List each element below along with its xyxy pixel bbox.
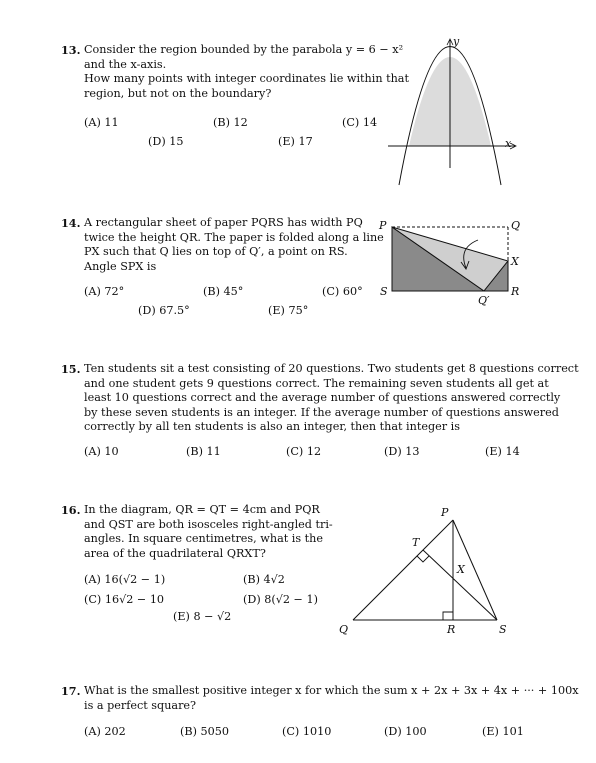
option-c[interactable]: (C) 12 <box>286 445 322 458</box>
question-line: and one student gets 9 questions correct. The remaining seven students all get at <box>84 376 549 390</box>
option-d[interactable]: (D) 8(√2 − 1) <box>243 593 318 606</box>
option-b[interactable]: (B) 5050 <box>180 725 229 738</box>
question-line: and the x-axis. <box>84 57 167 71</box>
option-d[interactable]: (D) 15 <box>148 135 184 148</box>
option-e[interactable]: (E) 17 <box>278 135 313 148</box>
option-c[interactable]: (C) 1010 <box>282 725 332 738</box>
question-line: is a perfect square? <box>84 698 197 712</box>
label-q: Q <box>511 219 521 232</box>
option-e[interactable]: (E) 14 <box>485 445 520 458</box>
question-line: region, but not on the boundary? <box>84 86 272 100</box>
label-r: R <box>447 623 456 636</box>
question-line: Angle SPX is <box>84 259 157 273</box>
question-line: by these seven students is an integer. If the average number of questions answered <box>84 405 559 419</box>
label-q-prime: Q′ <box>478 294 490 307</box>
question-number: 17. <box>61 684 81 698</box>
label-t: T <box>412 536 420 549</box>
question-number: 13. <box>61 43 81 57</box>
label-s: S <box>380 285 388 298</box>
question-number: 16. <box>61 503 81 517</box>
question-line: and QST are both isosceles right-angled tri- <box>84 517 333 531</box>
option-d[interactable]: (D) 67.5° <box>138 304 190 317</box>
label-q: Q <box>339 623 349 636</box>
option-b[interactable]: (B) 11 <box>186 445 221 458</box>
question-line: PX such that Q lies on top of Q′, a point on RS. <box>84 245 348 259</box>
y-axis-label: y <box>453 35 460 48</box>
option-a[interactable]: (A) 10 <box>84 445 119 458</box>
label-r: R <box>511 285 520 298</box>
option-d[interactable]: (D) 100 <box>384 725 427 738</box>
x-axis-label: x <box>505 137 512 150</box>
option-a[interactable]: (A) 11 <box>84 116 119 129</box>
option-c[interactable]: (C) 60° <box>322 285 363 298</box>
label-x: X <box>511 255 519 268</box>
option-a[interactable]: (A) 16(√2 − 1) <box>84 573 166 586</box>
question-line: How many points with integer coordinates lie within that <box>84 72 409 86</box>
question-line: twice the height QR. The paper is folded along a line <box>84 230 384 244</box>
option-c[interactable]: (C) 14 <box>342 116 378 129</box>
option-b[interactable]: (B) 45° <box>203 285 244 298</box>
option-e[interactable]: (E) 101 <box>482 725 524 738</box>
label-s: S <box>499 623 507 636</box>
option-e[interactable]: (E) 75° <box>268 304 309 317</box>
question-line: Consider the region bounded by the parabola y = 6 − x² <box>84 43 404 56</box>
question-line: area of the quadrilateral QRXT? <box>84 546 266 560</box>
question-number: 15. <box>61 362 81 376</box>
option-b[interactable]: (B) 12 <box>213 116 248 129</box>
option-a[interactable]: (A) 202 <box>84 725 126 738</box>
label-x: X <box>457 563 465 576</box>
question-line: What is the smallest positive integer x for which the sum x + 2x + 3x + 4x + ··· + 100x <box>84 684 579 697</box>
question-line: Ten students sit a test consisting of 20 questions. Two students get 8 questions correct <box>84 362 579 375</box>
question-line: angles. In square centimetres, what is the <box>84 532 323 546</box>
label-p: P <box>441 506 449 519</box>
question-text <box>84 684 579 713</box>
question-line: In the diagram, QR = QT = 4cm and PQR <box>84 503 320 516</box>
question-number: 14. <box>61 216 81 230</box>
option-a[interactable]: (A) 72° <box>84 285 125 298</box>
option-b[interactable]: (B) 4√2 <box>243 573 285 586</box>
option-c[interactable]: (C) 16√2 − 10 <box>84 593 165 606</box>
option-d[interactable]: (D) 13 <box>384 445 420 458</box>
option-e[interactable]: (E) 8 − √2 <box>173 610 232 623</box>
label-p: P <box>379 219 387 232</box>
question-line: correctly by all ten students is also an integer, then that integer is <box>84 420 460 434</box>
question-line: least 10 questions correct and the average number of questions answered correctly <box>84 391 561 405</box>
question-line: A rectangular sheet of paper PQRS has width PQ <box>84 216 363 229</box>
